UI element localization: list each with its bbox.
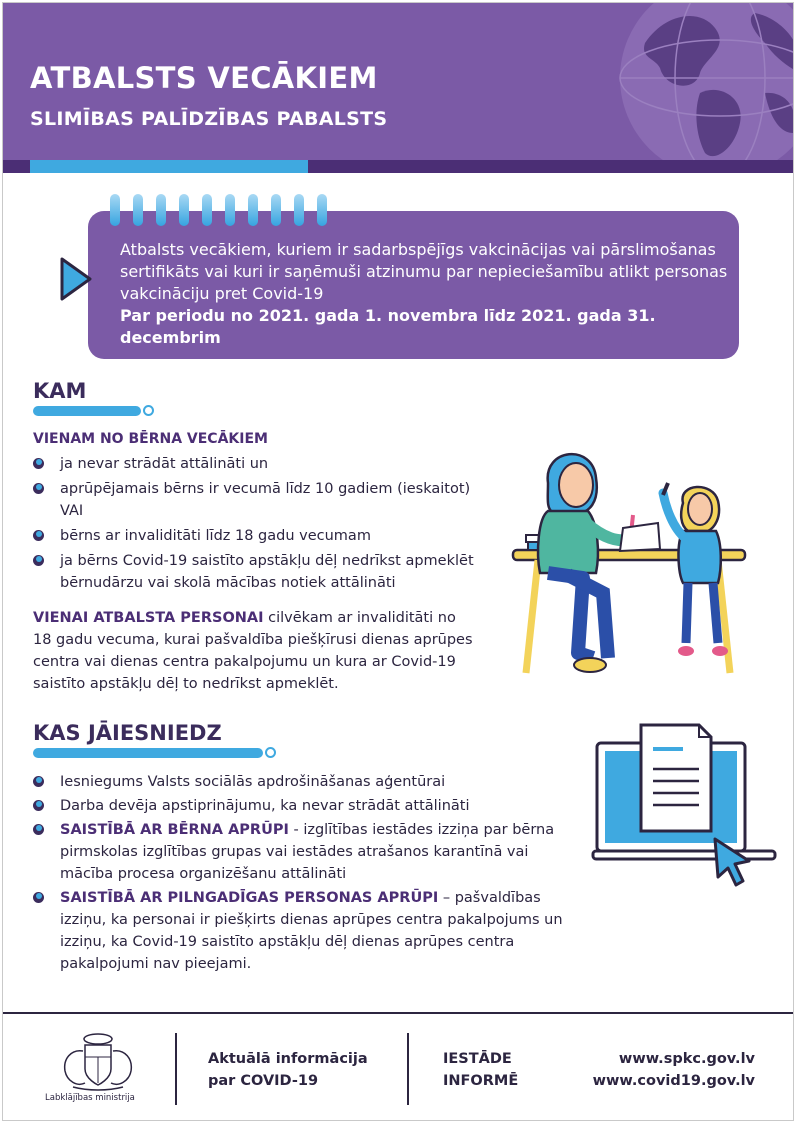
mother-child-illustration xyxy=(508,443,748,678)
section-title-kam: KAM xyxy=(33,379,87,403)
pin xyxy=(133,194,143,226)
coat-of-arms-icon xyxy=(53,1031,143,1091)
bullet-icon xyxy=(33,530,44,541)
header-banner xyxy=(3,3,794,160)
support-person-paragraph: VIENAI ATBALSTA PERSONAI cilvēkam ar invaliditāti no 18 gadu vecuma, kurai pašvaldība piešķīrusi dienas aprūpes centra vai dienas centra pakalpojumu un kura ar Covid-19 saistīto apstākļu dēļ to nedrīkst apmeklēt. xyxy=(33,610,473,692)
list-item: Darba devēja apstiprinājumu, ka nevar strādāt attālināti xyxy=(33,795,578,817)
header-strip xyxy=(3,160,794,173)
pin xyxy=(317,194,327,226)
notebook-pins xyxy=(110,194,327,226)
cursor-icon xyxy=(711,835,755,891)
pin xyxy=(202,194,212,226)
bullet-icon xyxy=(33,776,44,787)
pin xyxy=(271,194,281,226)
page xyxy=(2,2,794,1121)
footer-info: Aktuālā informācija par COVID-19 xyxy=(208,1051,368,1089)
pin xyxy=(156,194,166,226)
kas-list xyxy=(33,771,578,975)
globe-icon xyxy=(605,3,794,160)
intro-period: Par periodu no 2021. gada 1. novembra līdz 2021. gada 31. decembrim xyxy=(120,306,656,347)
list-item: SAISTĪBĀ AR PILNGADĪGAS PERSONAS APRŪPI – pašvaldības izziņu, ka personai ir piešķirts dienas aprūpes centra pakalpojums un izziņu, ka Covid-19 saistīto apstākļu dēļ dienas aprūpes centra pakalpojumi nav pieejami. xyxy=(33,887,578,975)
list-item: ja nevar strādāt attālināti un xyxy=(33,453,483,475)
kam-list xyxy=(33,453,483,594)
list-item: bērns ar invaliditāti līdz 18 gadu vecumam xyxy=(33,525,483,547)
pin xyxy=(294,194,304,226)
footer-links xyxy=(593,1048,755,1092)
list-item: Iesniegums Valsts sociālās apdrošināšanas aģentūrai xyxy=(33,771,578,793)
page-title: ATBALSTS VECĀKIEM xyxy=(30,61,378,95)
intro-text: Atbalsts vecākiem, kuriem ir sadarbspējīgs vakcinācijas vai pārslimošanas sertifikāts vai kuri ir saņēmuši atzinumu par nepieciešamību atlikt personas vakcināciju pret Covid-19 xyxy=(120,240,728,303)
bullet-icon xyxy=(33,892,44,903)
play-arrow-icon xyxy=(59,255,93,303)
list-item: ja bērns Covid-19 saistīto apstākļu dēļ nedrīkst apmeklēt bērnudārzu vai skolā mācības notiek attālināti xyxy=(33,550,483,594)
footer-vline xyxy=(407,1033,409,1105)
section-underline xyxy=(33,748,263,758)
kam-subhead: VIENAM NO BĒRNA VECĀKIEM xyxy=(33,431,268,447)
pin xyxy=(110,194,120,226)
footer-institution: IESTĀDE INFORMĒ xyxy=(443,1051,519,1089)
pin xyxy=(248,194,258,226)
footer-divider xyxy=(3,1012,794,1014)
section-dot xyxy=(143,405,154,416)
bullet-icon xyxy=(33,800,44,811)
bullet-icon xyxy=(33,555,44,566)
bullet-icon xyxy=(33,824,44,835)
section-dot xyxy=(265,747,276,758)
list-item: SAISTĪBĀ AR BĒRNA APRŪPI - izglītības iestādes izziņa par bērna pirmskolas izglītības grupas vai iestādes atrašanos karantīnā vai mācība procesa organizēšanu attālināti xyxy=(33,819,578,885)
link-spkc[interactable]: www.spkc.gov.lv xyxy=(618,1051,755,1067)
pin xyxy=(179,194,189,226)
vai-label: VAI xyxy=(60,503,84,519)
link-covid19[interactable]: www.covid19.gov.lv xyxy=(592,1073,755,1089)
section-underline xyxy=(33,406,141,416)
header-accent-bar xyxy=(30,160,308,173)
page-subtitle: SLIMĪBAS PALĪDZĪBAS PABALSTS xyxy=(30,108,388,130)
pin xyxy=(225,194,235,226)
intro-box xyxy=(88,211,739,359)
bullet-icon xyxy=(33,483,44,494)
section-title-kas: KAS JĀIESNIEDZ xyxy=(33,721,222,745)
list-item: aprūpējamais bērns ir vecumā līdz 10 gadiem (ieskaitot) VAI xyxy=(33,478,483,522)
ministry-label: Labklājības ministrija xyxy=(45,1093,135,1103)
footer-vline xyxy=(175,1033,177,1105)
bullet-icon xyxy=(33,458,44,469)
